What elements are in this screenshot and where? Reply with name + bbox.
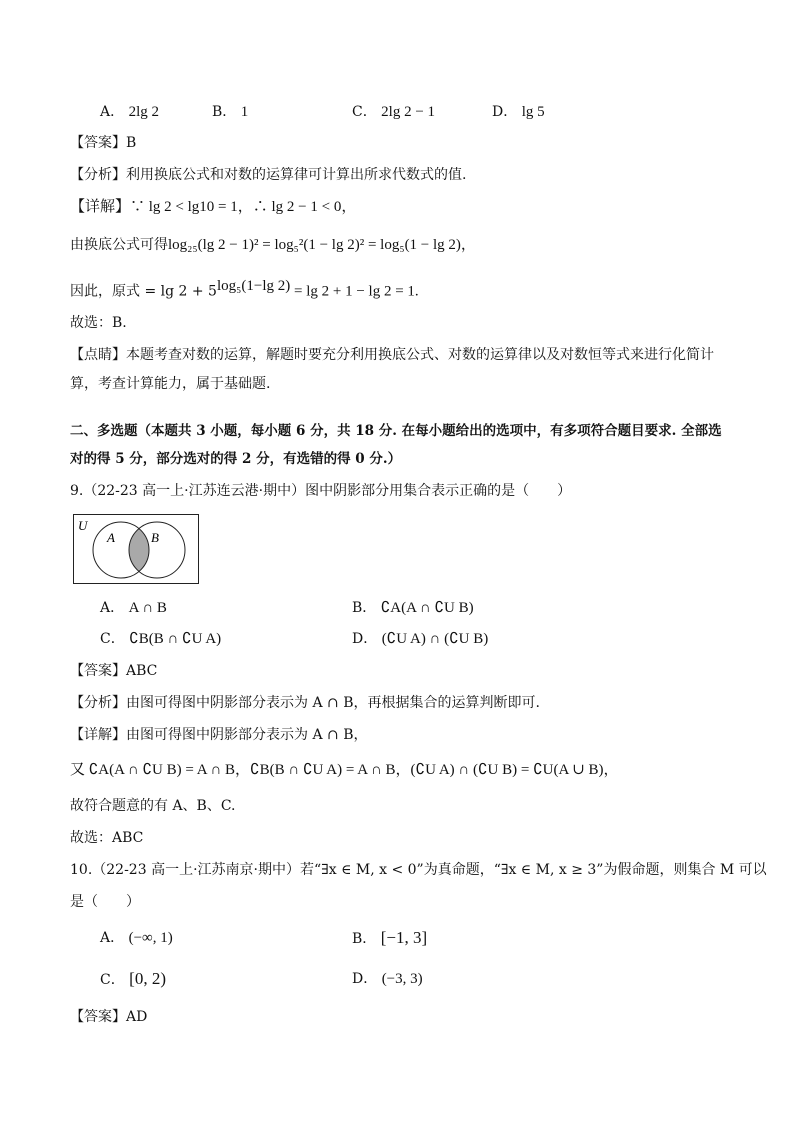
q10-option-a: A． (−∞, 1)	[100, 930, 173, 946]
section-header-line1: 二、多选题（本题共 3 小题，每小题 6 分，共 18 分. 在每小题给出的选项中，有多项符合题目要求. 全部选	[70, 423, 722, 439]
q8-detail: 【详解】∵ lg 2 < lg10 = 1，∴ lg 2 − 1 < 0，	[70, 199, 357, 215]
q9-option-b: B． ∁A(A ∩ ∁U B)	[352, 600, 474, 616]
q10-option-d: D． (−3, 3)	[352, 971, 423, 987]
q9-conclusion: 故符合题意的有 A、B、C.	[70, 798, 236, 814]
q10-stem-line1: 10.（22-23 高一上·江苏南京·期中）若“∃x ∈ M, x < 0”为真命题，“∃x ∈ M, x ≥ 3”为假命题，则集合 M 可以	[70, 862, 767, 878]
q8-choose: 故选：B.	[70, 315, 127, 331]
q9-detail: 【详解】由图可得图中阴影部分表示为 A ∩ B，	[70, 727, 368, 743]
q10-option-b: B． [−1, 3]	[352, 928, 428, 947]
q9-option-c: C． ∁B(B ∩ ∁U A)	[100, 631, 222, 647]
section-header-line2: 对的得 5 分，部分选对的得 2 分，有选错的得 0 分.）	[70, 451, 402, 467]
q9-choose: 故选：ABC	[70, 830, 144, 846]
q8-answer: 【答案】B	[70, 135, 137, 151]
q8-option-a: A． 2lg 2	[100, 104, 159, 120]
q10-stem-line2: 是（ ）	[70, 894, 140, 910]
q9-option-d: D． (∁U A) ∩ (∁U B)	[352, 631, 489, 647]
q9-detail2: 又 ∁A(A ∩ ∁U B) = A ∩ B，∁B(B ∩ ∁U A) = A ∩ B，(∁U A) ∩ (∁U B) = ∁U(A ∪ B)，	[70, 762, 619, 778]
venn-diagram	[73, 514, 199, 584]
q8-comment-line2: 算，考查计算能力，属于基础题.	[70, 376, 271, 392]
q9-option-a: A． A ∩ B	[100, 600, 167, 616]
q8-option-b: B． 1	[212, 104, 249, 120]
q8-step2: 因此，原式 = $\lg 2 + 5^{log_5(1-lg 2)} = \lg 2 + 1 - \lg 2 = 1$.	[70, 278, 419, 300]
q9-answer: 【答案】ABC	[70, 663, 158, 679]
q8-option-c: C． 2lg 2 − 1	[352, 104, 436, 120]
q8-analysis: 【分析】利用换底公式和对数的运算律可计算出所求代数式的值.	[70, 167, 467, 183]
q10-option-c: C． [0, 2)	[100, 969, 166, 988]
venn-label-b: B	[151, 530, 159, 545]
venn-label-a: A	[107, 530, 115, 545]
q8-step1: 由换底公式可得log₂₅(lg 2 − 1)² = log₅²(1 − lg 2)² = log₅(1 − lg 2)，	[70, 237, 476, 253]
venn-label-u: U	[78, 518, 88, 533]
q10-answer: 【答案】AD	[70, 1009, 148, 1025]
q9-stem: 9.（22-23 高一上·江苏连云港·期中）图中阴影部分用集合表示正确的是（ ）	[70, 483, 572, 499]
q8-comment-line1: 【点睛】本题考查对数的运算，解题时要充分利用换底公式、对数的运算律以及对数恒等式来进行化简计	[70, 347, 714, 363]
q9-analysis: 【分析】由图可得图中阴影部分表示为 A ∩ B，再根据集合的运算判断即可.	[70, 695, 540, 711]
q8-option-d: D． lg 5	[492, 104, 545, 120]
